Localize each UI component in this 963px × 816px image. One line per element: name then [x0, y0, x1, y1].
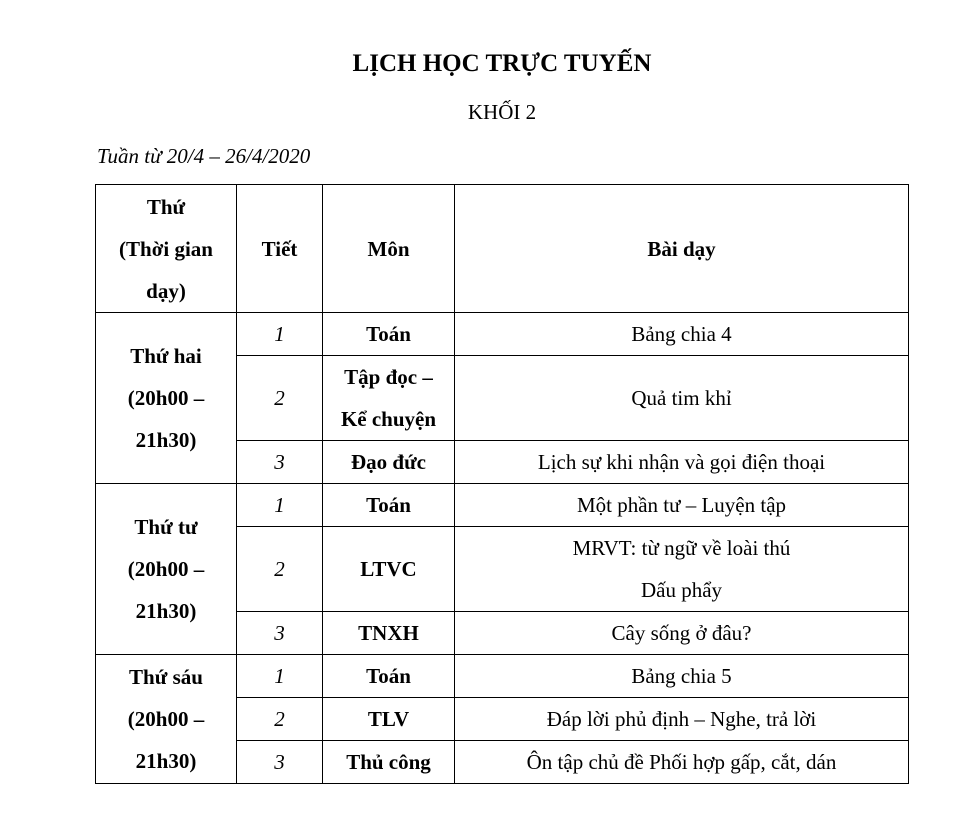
- subject-cell: TNXH: [323, 612, 455, 655]
- period-cell: 2: [237, 356, 323, 441]
- lesson-cell: Đáp lời phủ định – Nghe, trả lời: [455, 698, 909, 741]
- period-cell: 1: [237, 655, 323, 698]
- table-row: [96, 484, 909, 527]
- day-cell: [96, 313, 237, 484]
- schedule-table: [95, 184, 909, 784]
- lesson-cell: [455, 527, 909, 612]
- subject-line: Tập đọc –: [344, 365, 433, 389]
- period-cell: 3: [237, 612, 323, 655]
- day-name: Thứ tư: [134, 515, 198, 539]
- period-cell: 1: [237, 484, 323, 527]
- day-name: Thứ sáu: [129, 665, 203, 689]
- header-day: [96, 185, 237, 313]
- subject-cell: LTVC: [323, 527, 455, 612]
- day-time: (20h00 –: [127, 557, 205, 581]
- period-cell: 1: [237, 313, 323, 356]
- day-cell: [96, 655, 237, 784]
- subject-cell: TLV: [323, 698, 455, 741]
- table-header-row: [96, 185, 909, 313]
- lesson-line: Dấu phẩy: [640, 578, 723, 602]
- week-range: Tuần từ 20/4 – 26/4/2020: [97, 144, 311, 168]
- subject-line: Kể chuyện: [340, 407, 437, 431]
- table-row: [96, 313, 909, 356]
- lesson-cell: Cây sống ở đâu?: [455, 612, 909, 655]
- header-lesson: Bài dạy: [455, 185, 909, 313]
- period-cell: 2: [237, 698, 323, 741]
- day-time: (20h00 –: [127, 386, 205, 410]
- subject-cell: Toán: [323, 484, 455, 527]
- lesson-cell: Bảng chia 4: [455, 313, 909, 356]
- header-day-line: dạy): [146, 278, 186, 303]
- subject-cell: Toán: [323, 313, 455, 356]
- subject-cell: Toán: [323, 655, 455, 698]
- subject-cell: [323, 356, 455, 441]
- day-time: 21h30): [135, 749, 197, 773]
- header-day-line: (Thời gian: [119, 236, 213, 261]
- page-title: LỊCH HỌC TRỰC TUYẾN: [352, 50, 652, 77]
- period-cell: 3: [237, 441, 323, 484]
- lesson-cell: Một phần tư – Luyện tập: [455, 484, 909, 527]
- header-period: Tiết: [237, 185, 323, 313]
- day-time: 21h30): [135, 428, 197, 452]
- period-cell: 2: [237, 527, 323, 612]
- subject-cell: Thủ công: [323, 741, 455, 784]
- lesson-cell: Quả tim khỉ: [455, 356, 909, 441]
- period-cell: 3: [237, 741, 323, 784]
- day-name: Thứ hai: [130, 344, 202, 368]
- day-time: 21h30): [135, 599, 197, 623]
- header-subject: Môn: [323, 185, 455, 313]
- day-cell: [96, 484, 237, 655]
- table-row: [96, 655, 909, 698]
- day-time: (20h00 –: [127, 707, 205, 731]
- grade-subtitle: KHỐI 2: [467, 100, 537, 124]
- lesson-cell: Lịch sự khi nhận và gọi điện thoại: [455, 441, 909, 484]
- lesson-cell: Bảng chia 5: [455, 655, 909, 698]
- lesson-line: MRVT: từ ngữ về loài thú: [572, 536, 791, 560]
- header-day-line: Thứ: [146, 194, 186, 219]
- subject-cell: Đạo đức: [323, 441, 455, 484]
- lesson-cell: Ôn tập chủ đề Phối hợp gấp, cắt, dán: [455, 741, 909, 784]
